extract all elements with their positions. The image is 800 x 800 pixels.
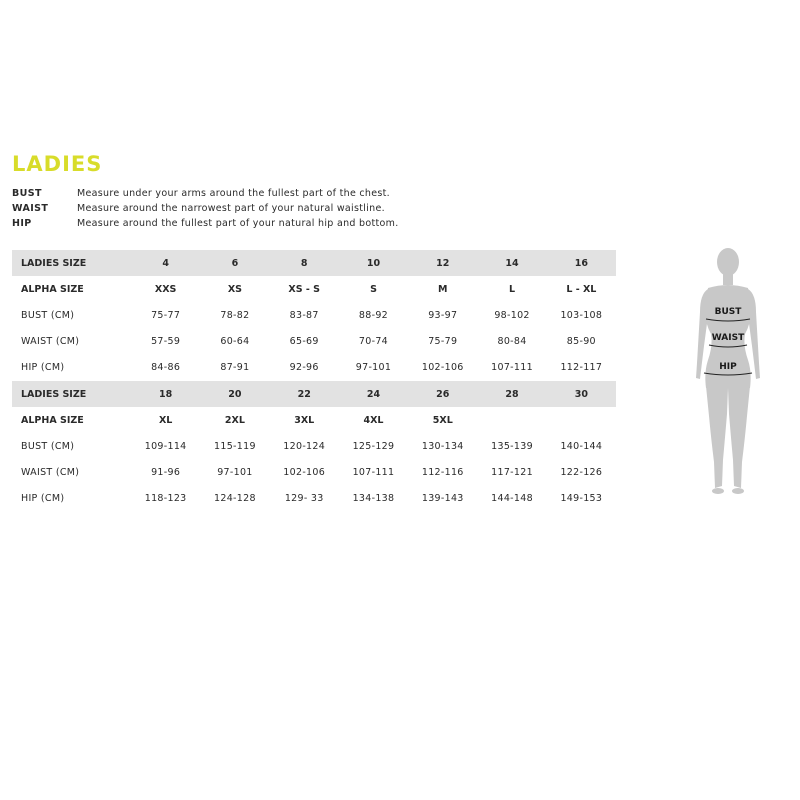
definition-hip xyxy=(12,216,399,231)
definition-term: HIP xyxy=(12,218,32,229)
table-cell: 130-134 xyxy=(421,440,464,452)
table-cell: 80-84 xyxy=(497,336,527,348)
ladies-size-row xyxy=(12,250,616,276)
table-cell: 88-92 xyxy=(358,309,389,321)
body-figure-illustration xyxy=(688,242,768,502)
row-label: LADIES SIZE xyxy=(12,250,131,276)
table-cell xyxy=(477,407,546,433)
row-label: BUST (CM) xyxy=(21,309,75,321)
row-label: HIP (CM) xyxy=(21,493,65,505)
table-cell: 75-79 xyxy=(428,336,458,348)
table-cell: M xyxy=(438,283,448,295)
table-cell: 84-86 xyxy=(151,362,181,374)
table-cell: XL xyxy=(158,414,173,426)
table-cell: 125-129 xyxy=(352,440,395,452)
body-silhouette-icon xyxy=(688,242,768,502)
table-cell: 75-77 xyxy=(151,309,181,321)
definition-term: WAIST xyxy=(12,203,49,214)
alpha-size-row xyxy=(12,407,616,433)
hip-row xyxy=(12,355,616,381)
ladies-size-row xyxy=(12,381,616,407)
table-cell: 8 xyxy=(270,250,339,276)
definition-text: Measure under your arms around the fullest part of the chest. xyxy=(77,188,390,199)
table-cell: 149-153 xyxy=(560,493,603,505)
table-cell: 134-138 xyxy=(352,493,395,505)
table-cell: 12 xyxy=(408,250,477,276)
figure-hip-label: HIP xyxy=(719,362,737,372)
table-cell: 28 xyxy=(477,381,546,407)
table-cell: XS xyxy=(227,283,242,295)
table-cell: 102-106 xyxy=(283,467,326,479)
table-cell: 107-111 xyxy=(352,467,395,479)
definition-text: Measure around the narrowest part of your natural waistline. xyxy=(77,203,385,214)
figure-bust-label: BUST xyxy=(714,307,742,317)
alpha-size-row xyxy=(12,276,616,302)
definition-term: BUST xyxy=(12,188,42,199)
row-label: HIP (CM) xyxy=(21,362,65,374)
table-cell: 65-69 xyxy=(289,336,319,348)
table-cell: 3XL xyxy=(294,414,315,426)
table-cell: XXS xyxy=(154,283,177,295)
page-title: LADIES xyxy=(12,152,103,176)
table-cell: 78-82 xyxy=(220,309,250,321)
table-cell: 6 xyxy=(200,250,269,276)
table-cell: 57-59 xyxy=(151,336,181,348)
table-cell: 135-139 xyxy=(491,440,533,452)
hip-row xyxy=(12,486,616,512)
table-cell: 112-117 xyxy=(560,362,603,374)
size-chart-table xyxy=(12,250,616,512)
waist-row xyxy=(12,329,616,355)
table-cell: 129- 33 xyxy=(284,493,324,505)
table-cell: XS - S xyxy=(288,283,320,295)
table-cell: 122-126 xyxy=(560,467,603,479)
table-cell: 93-97 xyxy=(428,309,458,321)
table-cell: 26 xyxy=(408,381,477,407)
table-cell: 140-144 xyxy=(560,440,603,452)
table-cell: 117-121 xyxy=(491,467,533,479)
table-cell: 97-101 xyxy=(355,362,392,374)
table-cell: 14 xyxy=(477,250,546,276)
table-cell: 115-119 xyxy=(214,440,256,452)
row-label: ALPHA SIZE xyxy=(21,414,84,426)
table-cell: 102-106 xyxy=(421,362,464,374)
table-cell: 124-128 xyxy=(214,493,256,505)
table-cell: 92-96 xyxy=(289,362,319,374)
table-cell: 98-102 xyxy=(494,309,530,321)
table-cell: 24 xyxy=(339,381,408,407)
row-label: WAIST (CM) xyxy=(21,467,80,479)
row-label: ALPHA SIZE xyxy=(21,283,84,295)
table-cell: 4XL xyxy=(363,414,384,426)
measurement-definitions xyxy=(12,186,399,231)
table-cell: 109-114 xyxy=(144,440,187,452)
table-cell: 91-96 xyxy=(151,467,181,479)
table-cell: L xyxy=(509,283,516,295)
table-cell: 30 xyxy=(547,381,616,407)
table-cell: 18 xyxy=(131,381,200,407)
bust-row xyxy=(12,433,616,459)
row-label: WAIST (CM) xyxy=(21,336,80,348)
table-cell: S xyxy=(370,283,377,295)
figure-waist-label: WAIST xyxy=(711,333,745,343)
table-cell: 20 xyxy=(200,381,269,407)
table-cell: 4 xyxy=(131,250,200,276)
table-cell: 118-123 xyxy=(144,493,187,505)
table-cell: 120-124 xyxy=(283,440,326,452)
bust-row xyxy=(12,302,616,328)
table-cell: 97-101 xyxy=(217,467,253,479)
table-cell: 103-108 xyxy=(560,309,603,321)
definition-bust xyxy=(12,186,399,201)
table-cell: 107-111 xyxy=(491,362,533,374)
waist-row xyxy=(12,460,616,486)
table-cell: 87-91 xyxy=(220,362,250,374)
table-cell: 60-64 xyxy=(220,336,250,348)
table-cell: 22 xyxy=(270,381,339,407)
table-cell: 2XL xyxy=(224,414,245,426)
table-cell: 85-90 xyxy=(566,336,596,348)
definition-waist xyxy=(12,201,399,216)
table-cell: 70-74 xyxy=(358,336,389,348)
row-label: BUST (CM) xyxy=(21,440,75,452)
table-cell: 5XL xyxy=(432,414,453,426)
table-cell: L - XL xyxy=(566,283,597,295)
table-cell: 139-143 xyxy=(421,493,464,505)
row-label: LADIES SIZE xyxy=(12,381,131,407)
table-cell: 83-87 xyxy=(289,309,319,321)
table-cell: 10 xyxy=(339,250,408,276)
table-cell xyxy=(547,407,616,433)
table-cell: 144-148 xyxy=(491,493,533,505)
table-cell: 16 xyxy=(547,250,616,276)
table-cell: 112-116 xyxy=(421,467,464,479)
definition-text: Measure around the fullest part of your natural hip and bottom. xyxy=(77,218,399,229)
